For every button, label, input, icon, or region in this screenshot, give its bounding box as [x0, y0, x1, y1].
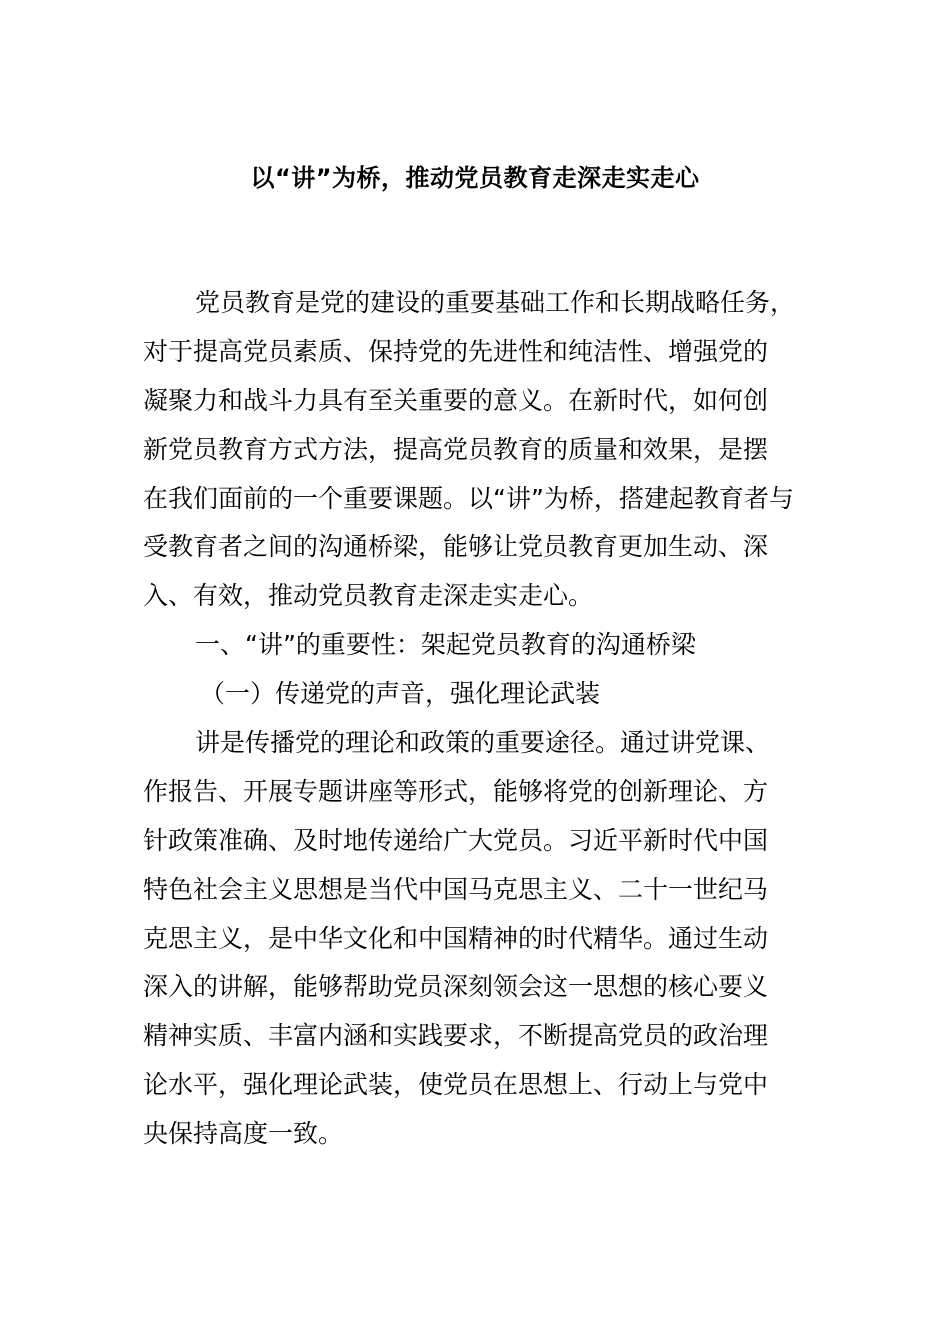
paragraph-line: 克思主义，是中华文化和中国精神的时代精华。通过生动 [143, 923, 769, 953]
paragraph-line: 受教育者之间的沟通桥梁，能够让党员教育更加生动、深 [143, 532, 769, 562]
paragraph-line: 新党员教育方式方法，提高党员教育的质量和效果，是摆 [143, 434, 769, 464]
paragraph-line: 作报告、开展专题讲座等形式，能够将党的创新理论、方 [143, 776, 769, 806]
subsection-heading: （一）传递党的声音，强化理论武装 [200, 679, 601, 709]
paragraph-line: 论水平，强化理论武装，使党员在思想上、行动上与党中 [143, 1070, 769, 1100]
paragraph-line: 对于提高党员素质、保持党的先进性和纯洁性、增强党的 [143, 336, 769, 366]
document-title: 以“讲”为桥，推动党员教育走深走实走心 [250, 164, 700, 192]
section-heading: 一、“讲”的重要性：架起党员教育的沟通桥梁 [195, 630, 696, 660]
paragraph-line: 在我们面前的一个重要课题。以“讲”为桥，搭建起教育者与 [143, 483, 794, 513]
paragraph-line: 特色社会主义思想是当代中国马克思主义、二十一世纪马 [143, 874, 769, 904]
paragraph-line: 党员教育是党的建设的重要基础工作和长期战略任务， [195, 288, 796, 317]
paragraph-line: 央保持高度一致。 [143, 1119, 344, 1149]
document-body [143, 279, 813, 1159]
paragraph-line: 讲是传播党的理论和政策的重要途径。通过讲党课、 [195, 728, 771, 758]
paragraph-line: 精神实质、丰富内涵和实践要求，不断提高党员的政治理 [143, 1021, 769, 1051]
paragraph-line: 针政策准确、及时地传递给广大党员。习近平新时代中国 [143, 825, 769, 855]
paragraph-line: 凝聚力和战斗力具有至关重要的意义。在新时代，如何创 [143, 385, 769, 415]
paragraph-line: 深入的讲解，能够帮助党员深刻领会这一思想的核心要义 [143, 972, 769, 1002]
paragraph-line: 入、有效，推动党员教育走深走实走心。 [143, 581, 594, 611]
